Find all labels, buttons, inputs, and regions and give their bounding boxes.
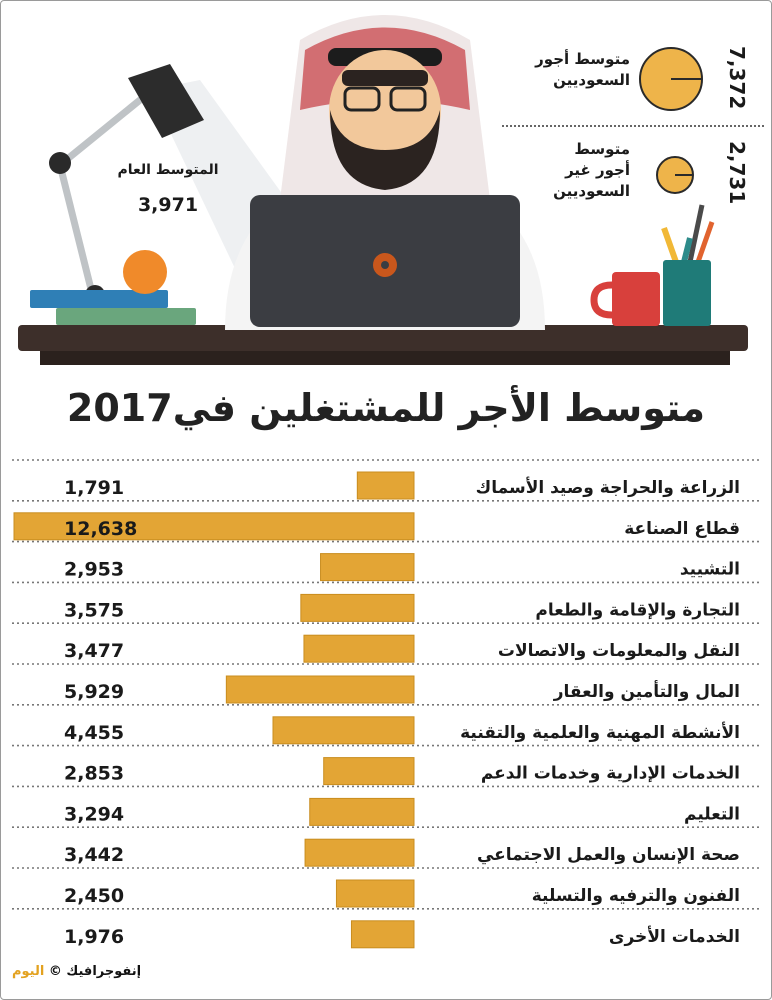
category-label: المال والتأمين والعقار	[553, 682, 740, 702]
footer-credit	[12, 964, 141, 979]
books-icon	[30, 290, 196, 325]
category-label: الخدمات الإدارية وخدمات الدعم	[480, 763, 740, 784]
value-label: 3,294	[64, 803, 125, 826]
value-label: 1,791	[64, 477, 125, 499]
footer-brand-name: اليوم	[12, 964, 45, 979]
bar	[336, 880, 414, 907]
value-label: 3,477	[64, 640, 125, 663]
value-label: 5,929	[64, 681, 125, 703]
illustration-svg	[0, 0, 772, 380]
value-label: 4,455	[64, 721, 125, 744]
value-label: 3,575	[64, 599, 125, 622]
mug-icon	[594, 272, 660, 326]
bar-chart	[0, 456, 772, 956]
category-label: التجارة والإقامة والطعام	[535, 600, 740, 621]
value-label: 2,853	[64, 762, 125, 785]
category-label: صحة الإنسان والعمل الاجتماعي	[476, 845, 740, 866]
header-illustration	[0, 0, 772, 380]
footer-brand-main: إنفوجرافيك	[66, 964, 142, 979]
nonsaudi-avg-label: متوسط أجور غير السعوديين	[553, 140, 630, 200]
category-label: قطاع الصناعة	[624, 518, 740, 539]
value-label: 2,450	[64, 885, 125, 907]
bar	[273, 717, 414, 744]
bar	[301, 594, 414, 621]
nonsaudi-avg-pie-icon	[657, 157, 693, 193]
general-avg-label: المتوسط العام	[117, 162, 219, 178]
chart-title: متوسط الأجر للمشتغلين في2017	[66, 386, 706, 430]
copyright-icon: ©	[48, 964, 62, 979]
bar	[304, 635, 414, 662]
bar	[310, 798, 414, 825]
saudi-avg-value: 7,372	[725, 46, 749, 110]
bar	[226, 676, 414, 703]
saudi-avg-pie-icon	[640, 48, 702, 110]
laptop-icon	[250, 195, 520, 327]
value-label: 2,953	[64, 558, 125, 581]
category-label: النقل والمعلومات والاتصالات	[497, 641, 740, 662]
category-label: التشييد	[679, 559, 740, 580]
bar	[324, 758, 414, 785]
category-label: الأنشطة المهنية والعلمية والتقنية	[460, 722, 740, 743]
value-label: 3,442	[64, 844, 125, 867]
header-separator	[502, 125, 764, 127]
category-label: التعليم	[684, 804, 740, 825]
category-label: الخدمات الأخرى	[608, 926, 740, 947]
general-avg-value: 3,971	[137, 194, 199, 216]
bar	[321, 554, 414, 581]
category-label: الفنون والترفيه والتسلية	[531, 886, 740, 906]
bar	[305, 839, 414, 866]
saudi-avg-label: متوسط أجور السعوديين	[535, 50, 630, 89]
nonsaudi-avg-value: 2,731	[725, 141, 749, 205]
value-label: 12,638	[64, 517, 138, 540]
bar	[351, 921, 414, 948]
bar	[357, 472, 414, 499]
pencil-cup-icon	[663, 205, 712, 326]
value-label: 1,976	[64, 925, 125, 948]
orange-fruit-icon	[123, 250, 167, 294]
category-label: الزراعة والحراجة وصيد الأسماك	[475, 478, 740, 498]
